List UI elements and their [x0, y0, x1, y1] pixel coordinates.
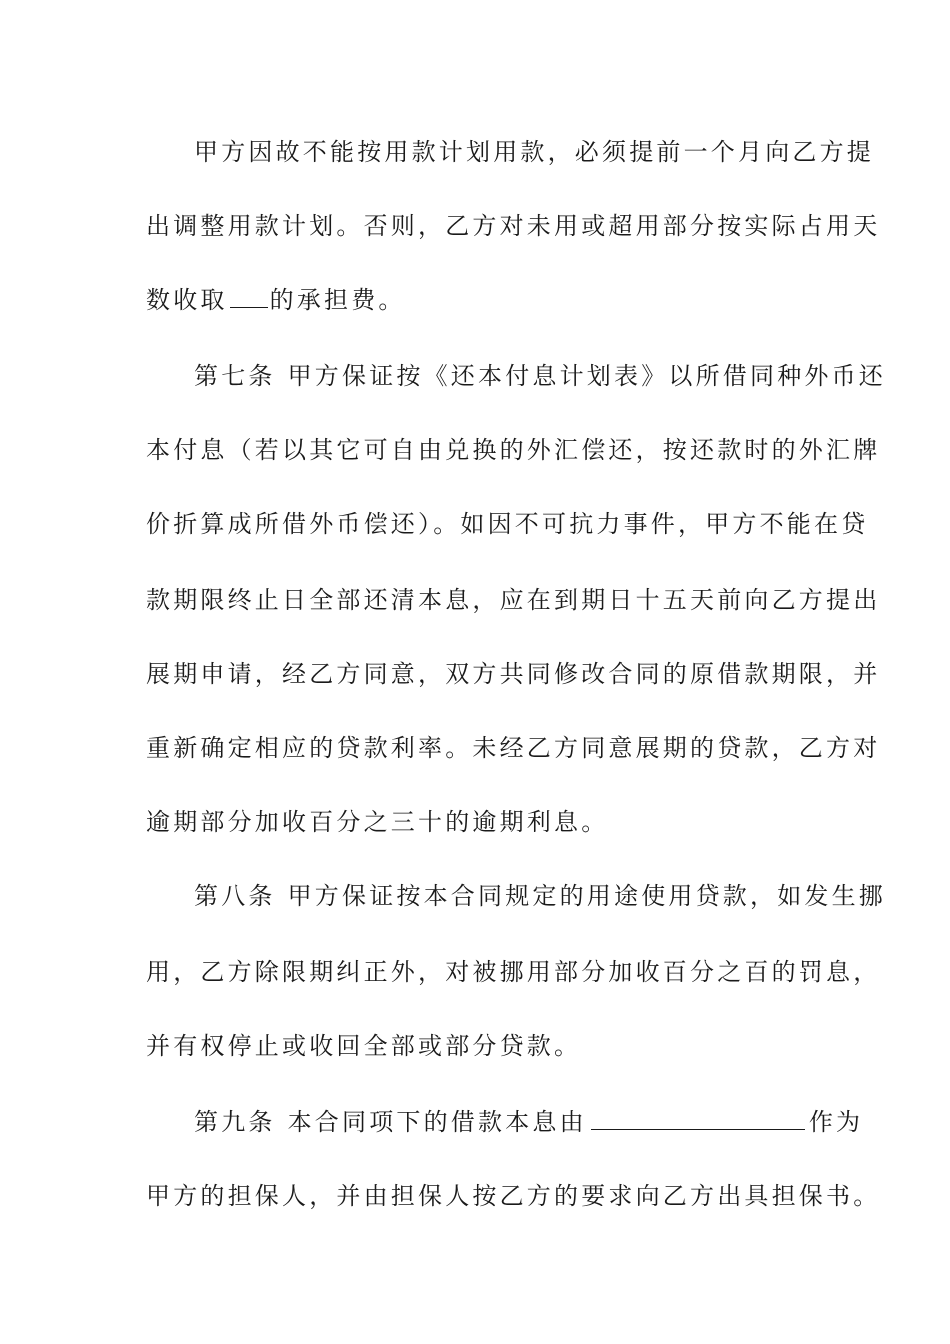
article-7-label: 第七条 [194, 362, 276, 390]
article-9-line-1-before: 本合同项下的借款本息由 [287, 1108, 587, 1136]
article-8-line-1-text: 甲方保证按本合同规定的用途使用贷款，如发生挪 [287, 882, 887, 910]
article-7-line-4 [146, 585, 881, 615]
article-7-line-6 [146, 733, 881, 763]
article-7-line-7-text: 逾期部分加收百分之三十的逾期利息。 [146, 808, 609, 836]
fee-rate-blank [230, 285, 268, 308]
paragraph-1-line-3-before: 数收取 [146, 286, 228, 314]
article-9-line-1 [194, 1107, 864, 1137]
paragraph-1-line-3-after: 的承担费。 [269, 286, 406, 314]
article-7-line-2-text: 本付息（若以其它可自由兑换的外汇偿还，按还款时的外汇牌 [146, 436, 881, 464]
article-8-line-3-text: 并有权停止或收回全部或部分贷款。 [146, 1032, 582, 1060]
article-7-line-5 [146, 659, 881, 689]
article-8-line-3 [146, 1031, 806, 1061]
article-7-line-1-text: 甲方保证按《还本付息计划表》以所借同种外币还 [287, 362, 887, 390]
article-7-line-3 [146, 509, 869, 539]
article-8-line-2-text: 用，乙方除限期纠正外，对被挪用部分加收百分之百的罚息， [146, 958, 881, 986]
article-7-line-3-text: 价折算成所借外币偿还）。如因不可抗力事件，甲方不能在贷 [146, 510, 869, 538]
article-8-line-1 [194, 881, 887, 911]
article-9-line-2-text: 甲方的担保人，并由担保人按乙方的要求向乙方出具担保书。 [146, 1182, 881, 1210]
article-7-line-2 [146, 435, 881, 465]
article-9-label: 第九条 [194, 1108, 276, 1136]
article-8-label: 第八条 [194, 882, 276, 910]
article-8-line-2 [146, 957, 881, 987]
paragraph-1-line-1-text: 甲方因故不能按用款计划用款，必须提前一个月向乙方提 [194, 138, 874, 166]
paragraph-1-line-2-text: 出调整用款计划。否则，乙方对未用或超用部分按实际占用天 [146, 212, 881, 240]
article-7-line-7 [146, 807, 806, 837]
article-7-line-4-text: 款期限终止日全部还清本息，应在到期日十五天前向乙方提出 [146, 586, 881, 614]
paragraph-1-line-2 [146, 211, 881, 241]
article-9-line-2 [146, 1181, 881, 1211]
article-7-line-1 [194, 361, 887, 391]
article-7-line-5-text: 展期申请，经乙方同意，双方共同修改合同的原借款期限，并 [146, 660, 881, 688]
paragraph-1-line-1 [194, 137, 874, 167]
paragraph-1-line-3 [146, 285, 806, 315]
article-9-line-1-after: 作为 [808, 1108, 864, 1136]
article-7-line-6-text: 重新确定相应的贷款利率。未经乙方同意展期的贷款，乙方对 [146, 734, 881, 762]
guarantor-name-blank [591, 1107, 805, 1130]
